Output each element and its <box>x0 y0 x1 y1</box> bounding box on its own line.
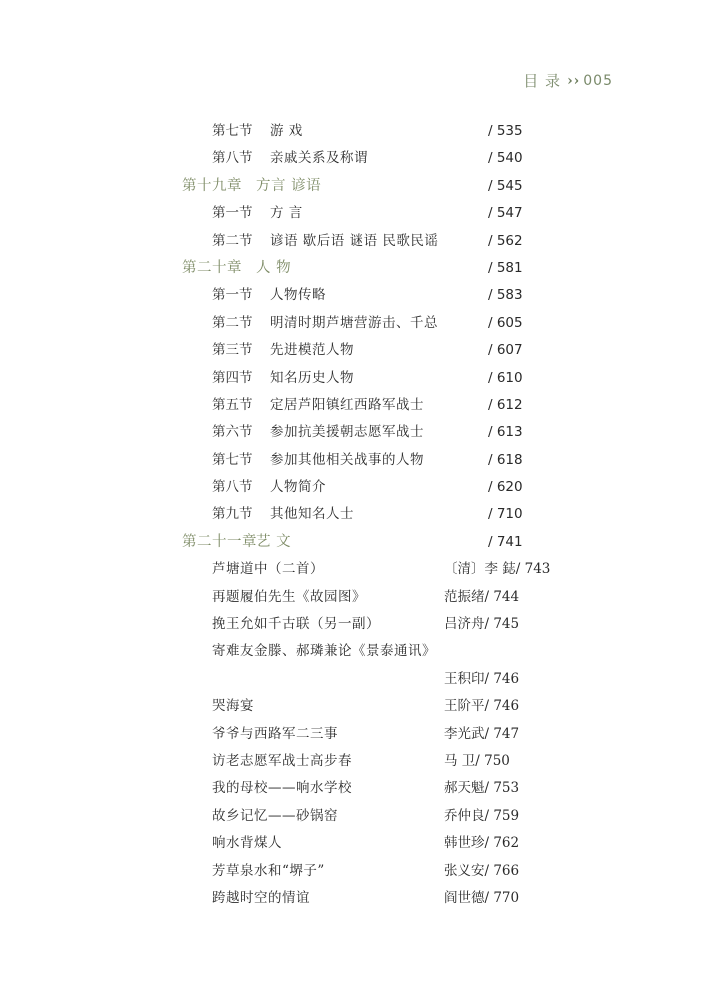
section-number: 第五节 <box>212 396 253 413</box>
toc-section-row <box>0 501 711 528</box>
page-ref: / 535 <box>488 123 523 139</box>
entry-title: 方 言 <box>270 205 303 222</box>
toc-work-row <box>0 775 711 802</box>
toc-work-row <box>0 666 711 693</box>
work-title: 响水背煤人 <box>212 835 282 852</box>
toc-work-row <box>0 693 711 720</box>
double-chevron-right-icon: ›› <box>567 72 581 89</box>
toc-work-row <box>0 858 711 885</box>
entry-title: 亲戚关系及称谓 <box>270 150 368 167</box>
toc-work-row <box>0 611 711 638</box>
toc-work-row <box>0 803 711 830</box>
toc-work-row <box>0 830 711 857</box>
author-page-ref: 吕济舟/ 745 <box>444 616 520 633</box>
chapter-title: 人 物 <box>256 259 292 276</box>
section-number: 第七节 <box>212 123 253 139</box>
toc-section-row <box>0 118 711 145</box>
entry-title: 先进模范人物 <box>270 342 354 359</box>
author-page-ref: 〔清〕李 鋕/ 743 <box>444 561 551 578</box>
entry-title: 谚语 歇后语 谜语 民歌民谣 <box>270 232 439 249</box>
section-number: 第二节 <box>212 232 253 249</box>
running-header <box>523 70 613 91</box>
entry-title: 定居芦阳镇红西路军战士 <box>270 396 424 413</box>
toc-section-row <box>0 310 711 337</box>
toc-chapter-row <box>0 529 711 556</box>
author-page-ref: 韩世珍/ 762 <box>444 835 520 852</box>
toc-work-row <box>0 721 711 748</box>
toc-chapter-row <box>0 255 711 282</box>
entry-title: 人物简介 <box>270 479 326 496</box>
work-title: 故乡记忆——砂锅窑 <box>212 807 338 824</box>
entry-title: 知名历史人物 <box>270 369 354 386</box>
page-ref: / 741 <box>488 533 523 550</box>
toc-work-row <box>0 556 711 583</box>
page-ref: / 610 <box>488 369 523 386</box>
work-title: 再题履伯先生《故园图》 <box>212 588 366 605</box>
author-page-ref: 乔仲良/ 759 <box>444 807 520 824</box>
toc-work-row <box>0 748 711 775</box>
author-page-ref: 张义安/ 766 <box>444 862 520 879</box>
section-number: 第八节 <box>212 150 253 167</box>
work-title: 我的母校——响水学校 <box>212 780 352 797</box>
work-title: 挽王允如千古联（另一副） <box>212 616 380 633</box>
chapter-title: 方言 谚语 <box>256 177 322 194</box>
header-title: 目 录 <box>523 72 562 90</box>
section-number: 第九节 <box>212 506 253 523</box>
toc-section-row <box>0 145 711 172</box>
page-ref: / 540 <box>488 150 523 167</box>
section-number: 第一节 <box>212 287 253 304</box>
toc-section-row <box>0 392 711 419</box>
section-number: 第六节 <box>212 424 253 441</box>
page-ref: / 613 <box>488 424 523 441</box>
chapter-number: 第二十章 <box>182 259 242 276</box>
entry-title: 人物传略 <box>270 287 326 304</box>
toc-chapter-row <box>0 173 711 200</box>
page-ref: / 618 <box>488 451 523 468</box>
page-ref: / 545 <box>488 177 523 194</box>
chapter-title: 艺 文 <box>256 533 292 550</box>
section-number: 第四节 <box>212 369 253 386</box>
page-ref: / 710 <box>488 506 523 523</box>
page-ref: / 581 <box>488 259 523 276</box>
toc-section-row <box>0 447 711 474</box>
toc-section-row <box>0 337 711 364</box>
page-ref: / 612 <box>488 396 523 413</box>
page-ref: / 583 <box>488 287 523 304</box>
table-of-contents <box>0 118 711 912</box>
entry-title: 参加抗美援朝志愿军战士 <box>270 424 424 441</box>
work-title: 哭海宴 <box>212 698 254 715</box>
entry-title: 参加其他相关战事的人物 <box>270 451 424 468</box>
toc-work-row <box>0 638 711 665</box>
section-number: 第三节 <box>212 342 253 359</box>
toc-work-row <box>0 584 711 611</box>
work-title: 爷爷与西路军二三事 <box>212 725 338 742</box>
page-ref: / 607 <box>488 342 523 359</box>
author-page-ref: 李光武/ 747 <box>444 725 520 742</box>
author-page-ref: 马 卫/ 750 <box>444 752 510 769</box>
toc-section-row <box>0 365 711 392</box>
section-number: 第八节 <box>212 479 253 496</box>
toc-section-row <box>0 200 711 227</box>
page-ref: / 562 <box>488 232 523 249</box>
work-title: 跨越时空的情谊 <box>212 889 310 906</box>
work-title: 芦塘道中（二首） <box>212 561 324 578</box>
chapter-number: 第十九章 <box>182 177 242 194</box>
entry-title: 游 戏 <box>270 123 303 139</box>
author-page-ref: 范振绪/ 744 <box>444 588 520 605</box>
page-ref: / 620 <box>488 479 523 496</box>
work-title: 访老志愿军战士高步春 <box>212 752 352 769</box>
entry-title: 明清时期芦塘营游击、千总 <box>270 314 438 331</box>
chapter-number: 第二十一章 <box>182 533 257 550</box>
toc-section-row <box>0 419 711 446</box>
toc-section-row <box>0 228 711 255</box>
author-page-ref: 王阶平/ 746 <box>444 698 520 715</box>
toc-section-row <box>0 474 711 501</box>
section-number: 第二节 <box>212 314 253 331</box>
work-title: 寄难友金滕、郝璘兼论《景泰通讯》 <box>212 643 436 660</box>
toc-section-row <box>0 282 711 309</box>
page-number: 005 <box>583 72 613 89</box>
page-ref: / 605 <box>488 314 523 331</box>
entry-title: 其他知名人士 <box>270 506 354 523</box>
author-page-ref: 郝天魁/ 753 <box>444 780 520 797</box>
author-page-ref: 阎世德/ 770 <box>444 889 520 906</box>
page-ref: / 547 <box>488 205 523 222</box>
work-title: 芳草泉水和“堺子” <box>212 862 325 879</box>
section-number: 第一节 <box>212 205 253 222</box>
toc-work-row <box>0 885 711 912</box>
author-page-ref: 王积印/ 746 <box>444 670 520 687</box>
section-number: 第七节 <box>212 451 253 468</box>
